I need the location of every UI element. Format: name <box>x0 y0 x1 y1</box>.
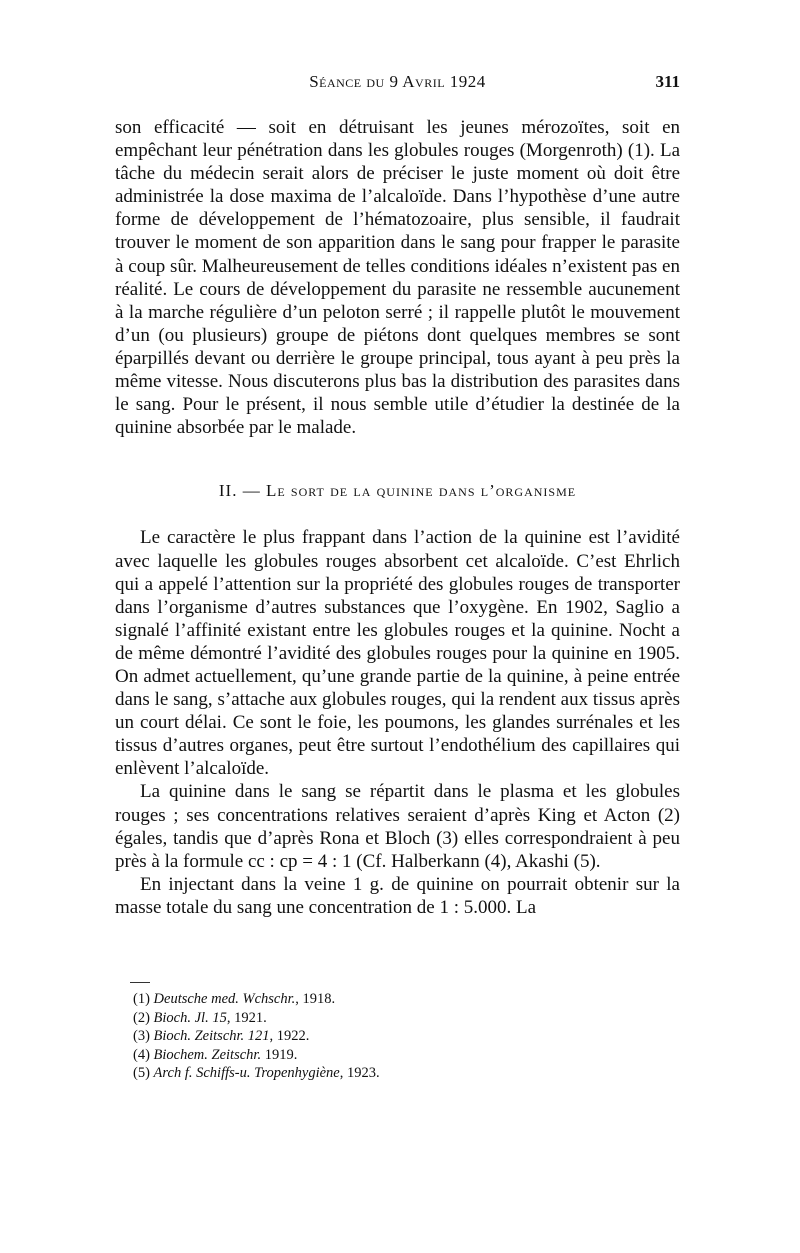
footnote-ref: 1919. <box>261 1046 298 1063</box>
footnote-number: (1) <box>133 991 150 1007</box>
footnote-ref: , 1923. <box>339 1065 380 1081</box>
footnote-title: Biochem. Zeitschr. <box>153 1046 262 1063</box>
footnote-1 <box>133 990 653 1009</box>
footnote-number: (4) <box>133 1046 150 1063</box>
footnote-title: Deutsche med. Wchschr. <box>153 991 296 1007</box>
footnote-ref: , 1921. <box>226 1009 267 1026</box>
footnote-number: (2) <box>133 1009 150 1026</box>
footnote-ref: , 1922. <box>269 1028 310 1044</box>
footnote-ref: , 1918. <box>295 991 336 1007</box>
paragraph-quinine-avidity: Le caractère le plus frappant dans l’action de la quinine est l’avidité avec laquelle les globules rouges absorbent cet alcaloïde. C’est Ehrlich qui a appelé l’attention sur la propriété des globules rouges de transporter dans l’organisme d’autres substances que l’oxygène. En 1902, Saglio a signalé l’affinité existant entre les globules rouges et la quinine. Nocht a de même démontré l’avidité des globules rouges pour la quinine en 1905. On admet actuellement, qu’une grande partie de la quinine, à peine entrée dans le sang, s’attache aux globules rouges, qui la rendent aux tissus après un court délai. Ce sont le foie, les poumons, les glandes surrénales et les tissus d’autres organes, peut être surtout l’endothélium des capillaires qui enlèvent l’alcaloïde. <box>115 527 680 780</box>
footnote-title: Arch f. Schiffs-u. Tropenhygiène <box>153 1065 340 1081</box>
footnote-number: (3) <box>133 1028 150 1044</box>
footnote-number: (5) <box>133 1065 150 1081</box>
paragraph-continuation: son efficacité — soit en détruisant les jeunes mérozoïtes, soit en empêchant leur pénétration dans les globules rouges (Morgenroth) (1). La tâche du médecin serait alors de préciser le juste moment où doit être administrée la dose maxima de l’alcaloïde. Dans l’hypothèse d’une autre forme de développement de l’hématozoaire, plus sensible, il faudrait trouver le moment de son apparition dans le sang pour frapper le parasite à coup sûr. Malheureusement de telles conditions idéales n’existent pas en réalité. Le cours de développement du parasite ne ressemble aucunement à la marche régulière d’un peloton serré ; il rappelle plutôt le mouvement d’un (ou plusieurs) groupe de piétons dont quelques membres se sont éparpillés devant ou derrière le groupe principal, tous ayant à peu près la même vitesse. Nous discuterons plus bas la distribution des parasites dans le sang. Pour le présent, il nous semble utile d’étudier la destinée de la quinine absorbée par le malade. <box>115 117 680 439</box>
body-text <box>115 116 680 919</box>
footnote-title: Bioch. Jl. 15 <box>153 1009 227 1026</box>
footnotes <box>133 990 653 1083</box>
footnote-5 <box>133 1064 653 1083</box>
footnote-3 <box>133 1027 653 1046</box>
paragraph-injection: En injectant dans la veine 1 g. de quinine on pourrait obtenir sur la masse totale du sang une concentration de 1 : 5.000. La <box>115 873 680 918</box>
footnote-title: Bioch. Zeitschr. 121 <box>153 1028 270 1044</box>
footnote-4 <box>133 1046 653 1065</box>
footnote-rule <box>130 982 150 983</box>
page-header <box>115 72 680 102</box>
footnote-2 <box>133 1009 653 1028</box>
paragraph-plasma-distribution: La quinine dans le sang se répartit dans le plasma et les globules rouges ; ses concentrations relatives seraient d’après King et Acton (2) égales, tandis que d’après Rona et Bloch (3) elles correspondraient à peu près à la formule cc : cp = 4 : 1 (Cf. Halberkann (4), Akashi (5). <box>115 781 680 872</box>
page-number: 311 <box>655 72 680 91</box>
section-heading: II. — Le sort de la quinine dans l’organisme <box>218 481 577 501</box>
running-head: Séance du 9 Avril 1924 <box>309 72 486 91</box>
